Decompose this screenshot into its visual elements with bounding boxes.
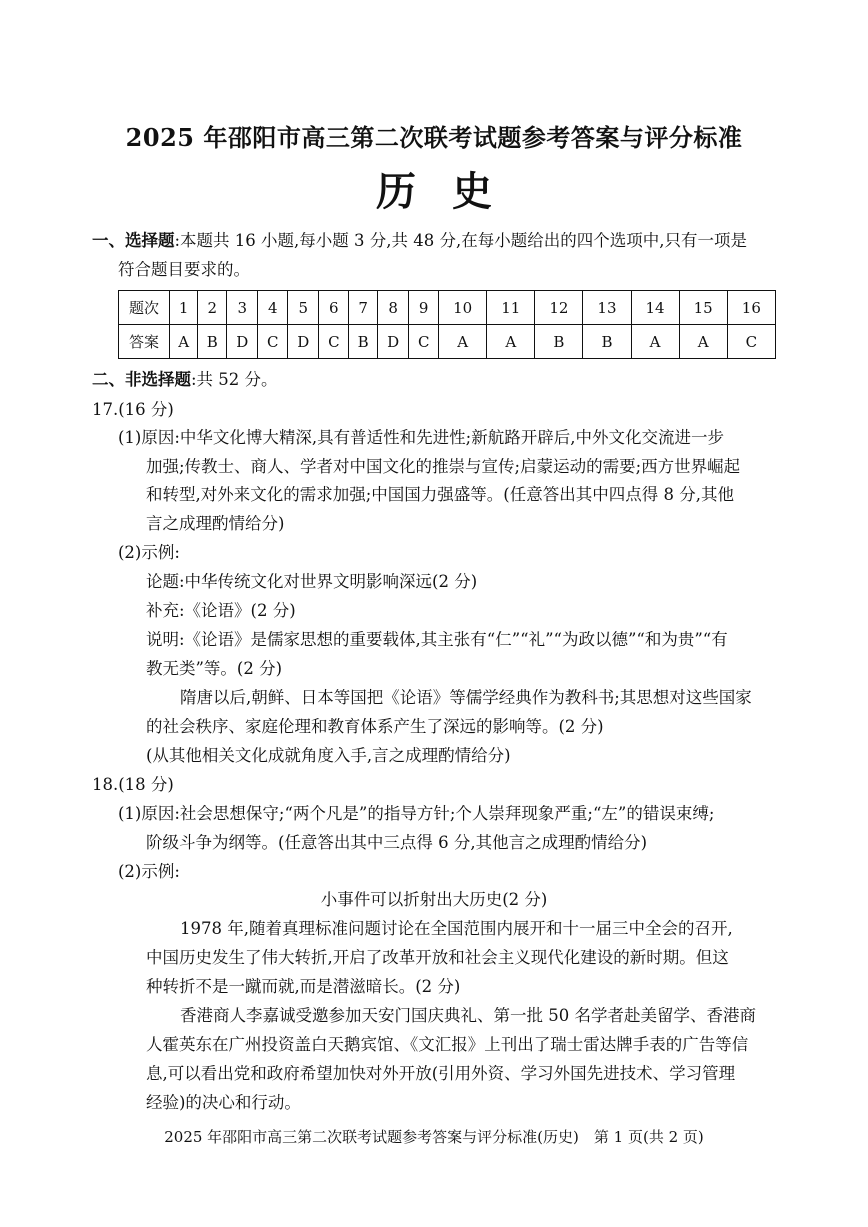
- question-number: 11: [487, 291, 535, 325]
- answer-cell: C: [258, 325, 288, 359]
- question-number: 2: [198, 291, 227, 325]
- question-number: 3: [227, 291, 258, 325]
- section2-heading: 二、非选择题: [92, 370, 191, 389]
- q17-part2-line: (2)示例:: [118, 543, 180, 562]
- q17-part1-line: 言之成理酌情给分): [146, 514, 285, 533]
- answer-cell: D: [227, 325, 258, 359]
- essay-line: 中国历史发生了伟大转折,开启了改革开放和社会主义现代化建设的新时期。但这: [146, 948, 729, 967]
- essay-title: 小事件可以折射出大历史(2 分): [320, 890, 548, 909]
- answer-cell: A: [487, 325, 535, 359]
- question-number: 8: [378, 291, 409, 325]
- page-title: 2025 年邵阳市高三第二次联考试题参考答案与评分标准: [125, 123, 743, 152]
- essay-line: 息,可以看出党和政府希望加快对外开放(引用外资、学习外国先进技术、学习管理: [146, 1064, 736, 1083]
- question-number: 5: [288, 291, 319, 325]
- answer-cell: A: [170, 325, 198, 359]
- section2-text: :共 52 分。: [191, 370, 278, 389]
- section1-text: :本题共 16 小题,每小题 3 分,共 48 分,在每小题给出的四个选项中,只有一项是: [174, 231, 747, 250]
- answer-cell: C: [409, 325, 439, 359]
- question-number: 16: [727, 291, 775, 325]
- answer-cell: D: [378, 325, 409, 359]
- question-number: 7: [349, 291, 378, 325]
- q17-part2-line: 隋唐以后,朝鲜、日本等国把《论语》等儒学经典作为教科书;其思想对这些国家: [180, 688, 752, 707]
- answer-cell: C: [319, 325, 349, 359]
- answer-cell: C: [727, 325, 775, 359]
- row-label-questions: 题次: [119, 291, 170, 325]
- answer-cell: B: [583, 325, 631, 359]
- question-number: 4: [258, 291, 288, 325]
- row-label-answers: 答案: [119, 325, 170, 359]
- table-row-answers: [119, 325, 776, 359]
- question-number: 9: [409, 291, 439, 325]
- essay-line: 经验)的决心和行动。: [146, 1093, 301, 1112]
- q17-part2-line: 论题:中华传统文化对世界文明影响深远(2 分): [146, 572, 478, 591]
- q17-part2-line: 补充:《论语》(2 分): [146, 601, 296, 620]
- q17-part2-line: 的社会秩序、家庭伦理和教育体系产生了深远的影响等。(2 分): [146, 717, 604, 736]
- question-number: 15: [679, 291, 727, 325]
- q17-part2-line: 说明:《论语》是儒家思想的重要载体,其主张有“仁”“礼”“为政以德”“和为贵”“有: [146, 630, 728, 649]
- answer-cell: A: [439, 325, 487, 359]
- page-footer: 2025 年邵阳市高三第二次联考试题参考答案与评分标准(历史) 第 1 页(共 2 页): [164, 1128, 704, 1146]
- q17-part1-line: (1)原因:中华文化博大精深,具有普适性和先进性;新航路开辟后,中外文化交流进一步: [118, 428, 724, 447]
- question-17-number: 17.(16 分): [92, 400, 174, 419]
- section1-text-cont: 符合题目要求的。: [118, 260, 250, 279]
- section1-intro: [92, 230, 747, 252]
- answer-cell: B: [198, 325, 227, 359]
- answer-cell: D: [288, 325, 319, 359]
- q17-part2-line: (从其他相关文化成就角度入手,言之成理酌情给分): [146, 746, 511, 765]
- q17-part1-line: 和转型,对外来文化的需求加强;中国国力强盛等。(任意答出其中四点得 8 分,其他: [146, 485, 734, 504]
- essay-line: 香港商人李嘉诚受邀参加天安门国庆典礼、第一批 50 名学者赴美留学、香港商: [180, 1006, 756, 1025]
- q17-part1-line: 加强;传教士、商人、学者对中国文化的推崇与宣传;启蒙运动的需要;西方世界崛起: [146, 457, 741, 476]
- question-number: 6: [319, 291, 349, 325]
- essay-line: 1978 年,随着真理标准问题讨论在全国范围内展开和十一届三中全会的召开,: [180, 919, 733, 938]
- q18-part1-line: (1)原因:社会思想保守;“两个凡是”的指导方针;个人崇拜现象严重;“左”的错误束缚;: [118, 804, 715, 823]
- essay-line: 种转折不是一蹴而就,而是潜滋暗长。(2 分): [146, 977, 461, 996]
- table-row-questions: [119, 291, 776, 325]
- subject-title: 历史: [376, 168, 528, 215]
- answer-cell: A: [679, 325, 727, 359]
- answer-cell: A: [631, 325, 679, 359]
- section1-heading: 一、选择题: [92, 231, 175, 250]
- answer-cell: B: [535, 325, 583, 359]
- answer-table: [118, 290, 776, 359]
- q17-part2-line: 教无类”等。(2 分): [146, 659, 283, 678]
- question-18-number: 18.(18 分): [92, 775, 174, 794]
- answer-cell: B: [349, 325, 378, 359]
- q18-part2-line: (2)示例:: [118, 862, 180, 881]
- q18-part1-line: 阶级斗争为纲等。(任意答出其中三点得 6 分,其他言之成理酌情给分): [146, 833, 648, 852]
- essay-line: 人霍英东在广州投资盖白天鹅宾馆、《文汇报》上刊出了瑞士雷达牌手表的广告等信: [146, 1035, 749, 1054]
- question-number: 10: [439, 291, 487, 325]
- question-number: 14: [631, 291, 679, 325]
- question-number: 1: [170, 291, 198, 325]
- section2-intro: [92, 369, 278, 391]
- question-number: 12: [535, 291, 583, 325]
- question-number: 13: [583, 291, 631, 325]
